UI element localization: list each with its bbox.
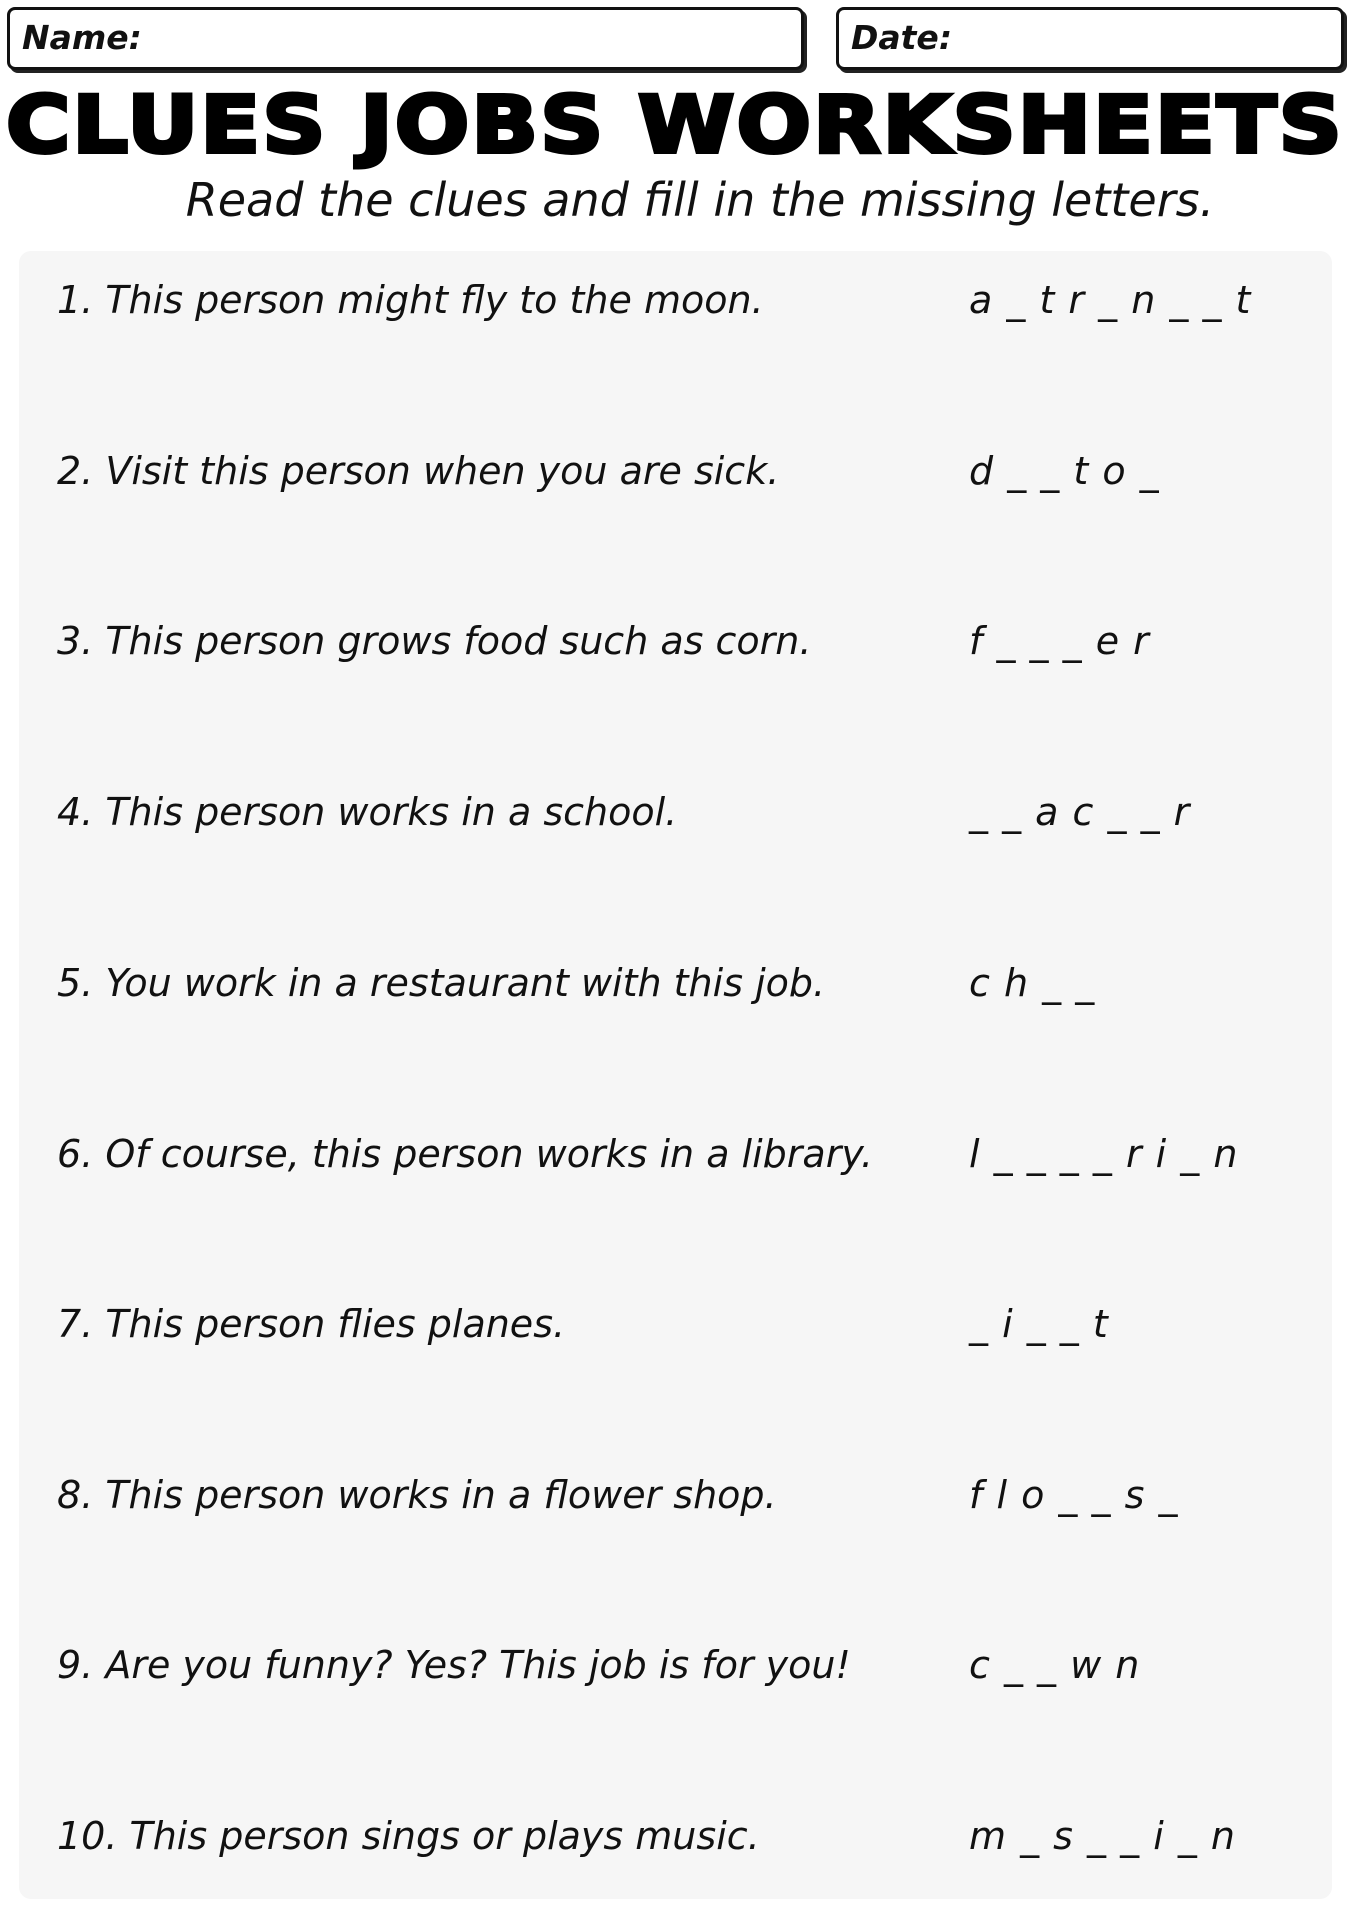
clue-text: 7. This person flies planes.	[57, 1302, 566, 1346]
clue-answer[interactable]: d _ _ t o _	[969, 449, 1160, 493]
clue-row	[19, 1808, 1332, 1868]
clue-answer[interactable]: a _ t r _ n _ _ t	[969, 278, 1252, 322]
date-label: Date:	[851, 18, 953, 57]
name-label: Name:	[22, 18, 142, 57]
clue-answer[interactable]: f l o _ _ s _	[969, 1473, 1179, 1517]
clue-text: 9. Are you funny? Yes? This job is for you!	[57, 1643, 851, 1687]
clue-text: 3. This person grows food such as corn.	[57, 619, 812, 663]
clue-answer[interactable]: c h _ _	[969, 961, 1096, 1005]
clue-row	[19, 272, 1332, 332]
clue-row	[19, 443, 1332, 503]
clue-text: 8. This person works in a flower shop.	[57, 1473, 777, 1517]
clue-text: 2. Visit this person when you are sick.	[57, 449, 780, 493]
clue-answer[interactable]: c _ _ w n	[969, 1643, 1141, 1687]
clue-answer[interactable]: _ i _ _ t	[969, 1302, 1109, 1346]
clue-answer[interactable]: _ _ a c _ _ r	[969, 790, 1191, 834]
clue-row	[19, 1637, 1332, 1697]
clue-answer[interactable]: m _ s _ _ i _ n	[969, 1814, 1237, 1858]
clue-row	[19, 784, 1332, 844]
instructions: Read the clues and fill in the missing letters.	[185, 173, 1215, 227]
clue-text: 10. This person sings or plays music.	[57, 1814, 760, 1858]
clue-answer[interactable]: l _ _ _ _ r i _ n	[969, 1132, 1239, 1176]
clue-row	[19, 1126, 1332, 1186]
name-field[interactable]	[7, 7, 804, 70]
clue-text: 4. This person works in a school.	[57, 790, 678, 834]
date-field[interactable]	[836, 7, 1344, 70]
clue-answer[interactable]: f _ _ _ e r	[969, 619, 1150, 663]
clue-text: 1. This person might fly to the moon.	[57, 278, 764, 322]
clue-text: 6. Of course, this person works in a library.	[57, 1132, 873, 1176]
page-title: CLUES JOBS WORKSHEETS	[6, 81, 1344, 171]
clue-text: 5. You work in a restaurant with this job.	[57, 961, 826, 1005]
clues-panel	[19, 251, 1332, 1899]
clue-row	[19, 1467, 1332, 1527]
clue-row	[19, 1296, 1332, 1356]
clue-row	[19, 955, 1332, 1015]
clue-row	[19, 613, 1332, 673]
